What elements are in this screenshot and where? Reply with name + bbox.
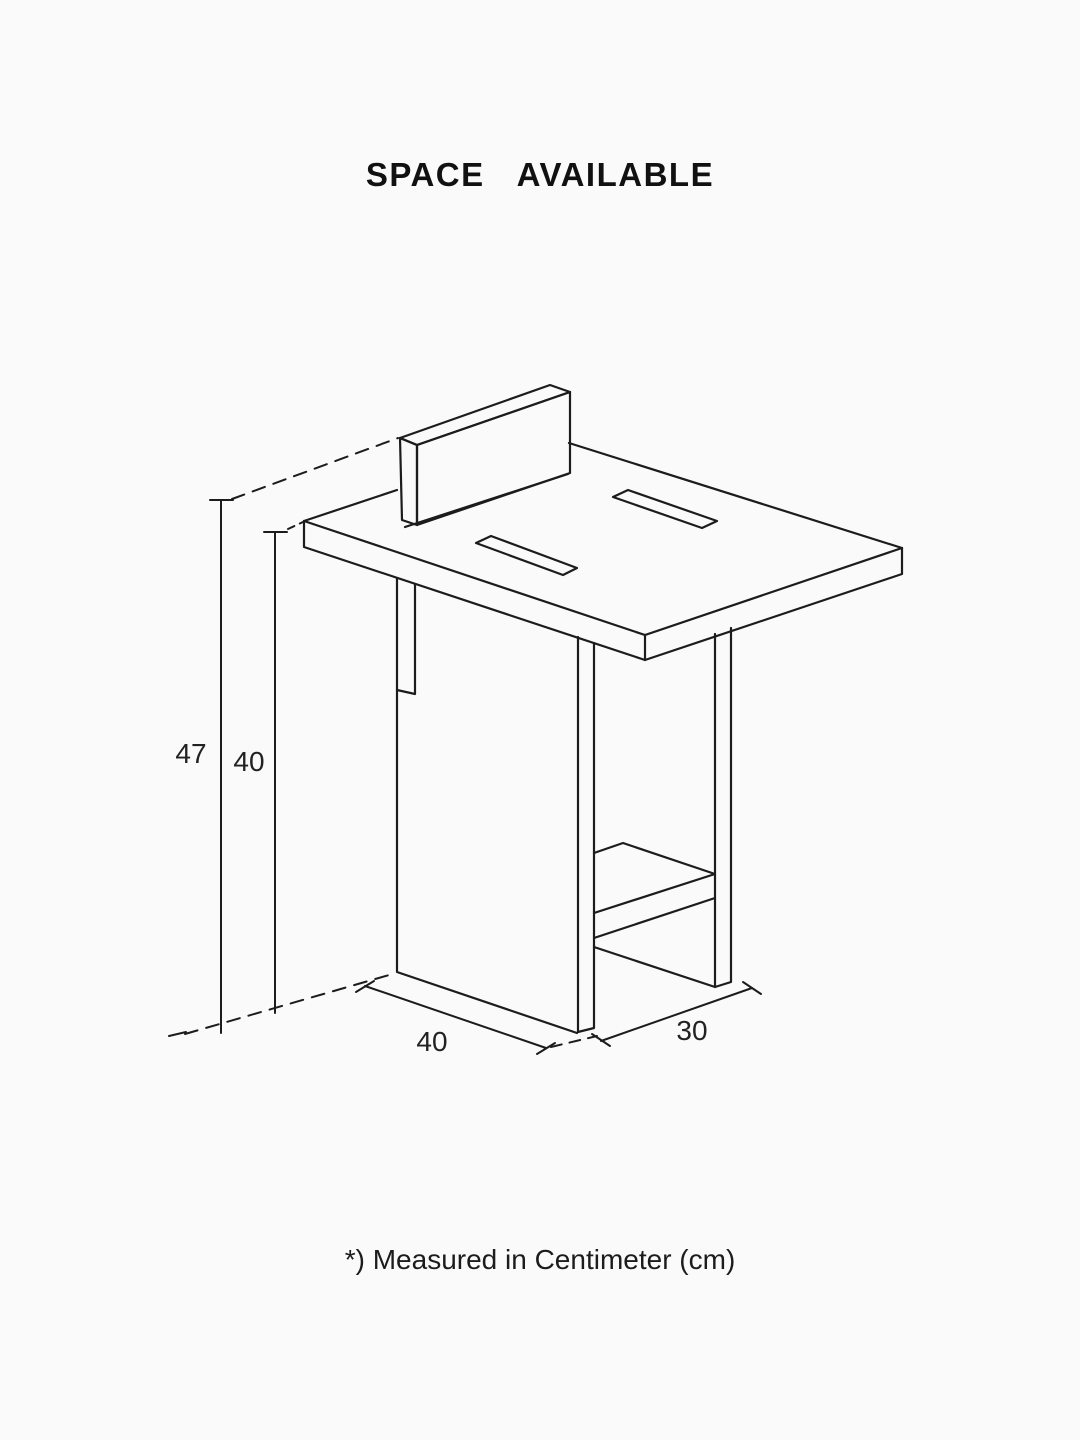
dimension-line-under-top-height bbox=[264, 522, 303, 1013]
dimension-line-total-height bbox=[169, 438, 398, 1036]
slot-back bbox=[613, 490, 717, 528]
dim-label-width: 40 bbox=[416, 1026, 448, 1057]
back-panel bbox=[400, 385, 570, 525]
tabletop-slot-cutouts bbox=[476, 490, 717, 575]
dim-label-total-height: 47 bbox=[175, 738, 207, 769]
slot-front bbox=[476, 536, 577, 575]
dim-label-depth: 30 bbox=[676, 1015, 708, 1046]
back-panel-tongue bbox=[397, 584, 415, 694]
dimension-line-width bbox=[356, 981, 597, 1054]
title-word-space: SPACE bbox=[365, 156, 485, 193]
back-right-leg bbox=[715, 628, 731, 987]
left-side-panel bbox=[397, 578, 577, 1033]
front-right-leg bbox=[578, 637, 594, 1032]
measurement-unit-footnote: *) Measured in Centimeter (cm) bbox=[344, 1244, 736, 1275]
title-word-available: AVAILABLE bbox=[516, 156, 715, 193]
dim-label-under-top-height: 40 bbox=[233, 746, 265, 777]
tabletop bbox=[304, 443, 902, 660]
bottom-shelf bbox=[594, 843, 715, 987]
